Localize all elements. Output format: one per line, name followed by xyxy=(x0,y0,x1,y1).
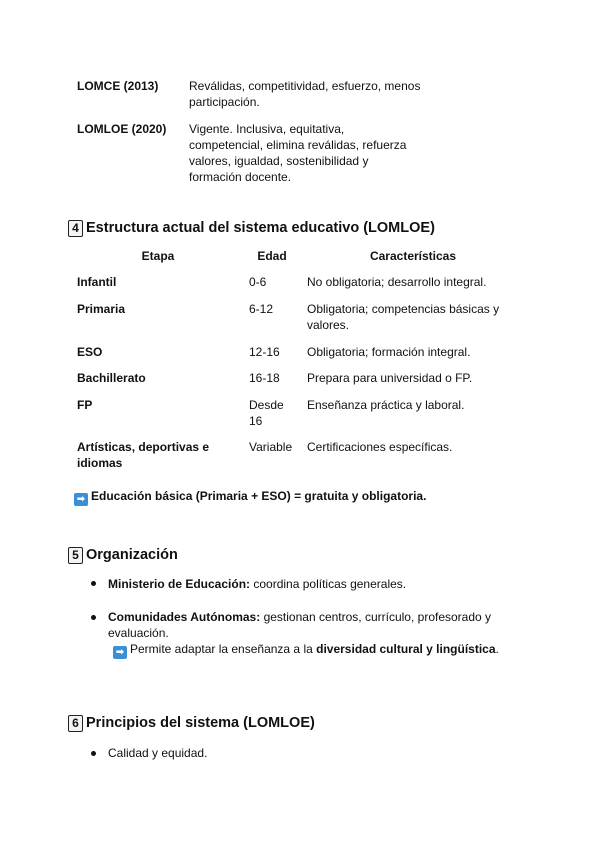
law-desc-line: Vigente. Inclusiva, equitativa, xyxy=(189,122,345,136)
table-cell-caract: Prepara para universidad o FP. xyxy=(307,371,473,385)
list-item: Calidad y equidad. xyxy=(108,746,208,760)
list-item-continuation: evaluación. xyxy=(108,626,169,640)
table-cell-caract: valores. xyxy=(307,318,350,332)
number-6-icon: 6 xyxy=(68,715,83,732)
law-desc-line: competencial, elimina reválidas, refuerza xyxy=(189,138,407,152)
table-cell-etapa: idiomas xyxy=(77,456,123,470)
law-desc-line: formación docente. xyxy=(189,170,292,184)
table-cell-caract: Obligatoria; formación integral. xyxy=(307,345,471,359)
bullet-icon xyxy=(91,751,96,756)
section-heading-4 xyxy=(68,219,435,237)
table-cell-caract: Obligatoria; competencias básicas y xyxy=(307,302,500,316)
table-cell-etapa: ESO xyxy=(77,345,103,359)
number-4-icon: 4 xyxy=(68,220,83,237)
table-cell-etapa: Artísticas, deportivas e xyxy=(77,440,210,454)
column-header-etapa: Etapa xyxy=(141,249,175,263)
table-cell-etapa: Infantil xyxy=(77,275,117,289)
sub-note: ➡ Permite adaptar la enseñanza a la diversidad cultural y lingüística. xyxy=(113,641,499,659)
right-arrow-icon: ➡ xyxy=(113,646,127,659)
table-cell-edad: 0-6 xyxy=(249,275,267,289)
number-5-icon: 5 xyxy=(68,547,83,564)
table-cell-edad: Variable xyxy=(249,440,293,454)
bullet-icon xyxy=(91,581,96,586)
table-cell-caract: Certificaciones específicas. xyxy=(307,440,453,454)
table-cell-etapa: FP xyxy=(77,398,93,412)
table-cell-caract: No obligatoria; desarrollo integral. xyxy=(307,275,487,289)
law-name: LOMCE (2013) xyxy=(77,79,159,93)
column-header-edad: Edad xyxy=(257,249,287,263)
table-cell-edad: 16 xyxy=(249,414,263,428)
section-heading-5 xyxy=(68,546,178,564)
table-cell-edad: 6-12 xyxy=(249,302,274,316)
column-header-caracteristicas: Características xyxy=(369,249,457,263)
section-heading-6 xyxy=(68,714,315,732)
law-desc-line: Reválidas, competitividad, esfuerzo, menos xyxy=(189,79,421,93)
law-name: LOMLOE (2020) xyxy=(77,122,167,136)
table-cell-etapa: Primaria xyxy=(77,302,126,316)
law-desc-line: valores, igualdad, sostenibilidad y xyxy=(189,154,369,168)
table-cell-edad: Desde xyxy=(249,398,284,412)
section-title: Organización xyxy=(86,547,178,563)
list-item: Ministerio de Educación: coordina políticas generales. xyxy=(108,577,407,591)
section-title: Estructura actual del sistema educativo (LOMLOE) xyxy=(86,220,435,236)
table-cell-etapa: Bachillerato xyxy=(77,371,146,385)
table-cell-edad: 12-16 xyxy=(249,345,280,359)
table-cell-caract: Enseñanza práctica y laboral. xyxy=(307,398,465,412)
basic-education-note xyxy=(74,488,426,506)
note-text: Educación básica (Primaria + ESO) = gratuita y obligatoria. xyxy=(91,489,427,503)
right-arrow-icon: ➡ xyxy=(74,493,88,506)
list-item: Comunidades Autónomas: gestionan centros, currículo, profesorado y xyxy=(108,610,492,624)
section-title: Principios del sistema (LOMLOE) xyxy=(86,715,315,731)
bullet-icon xyxy=(91,615,96,620)
table-cell-edad: 16-18 xyxy=(249,371,280,385)
law-desc-line: participación. xyxy=(189,95,260,109)
